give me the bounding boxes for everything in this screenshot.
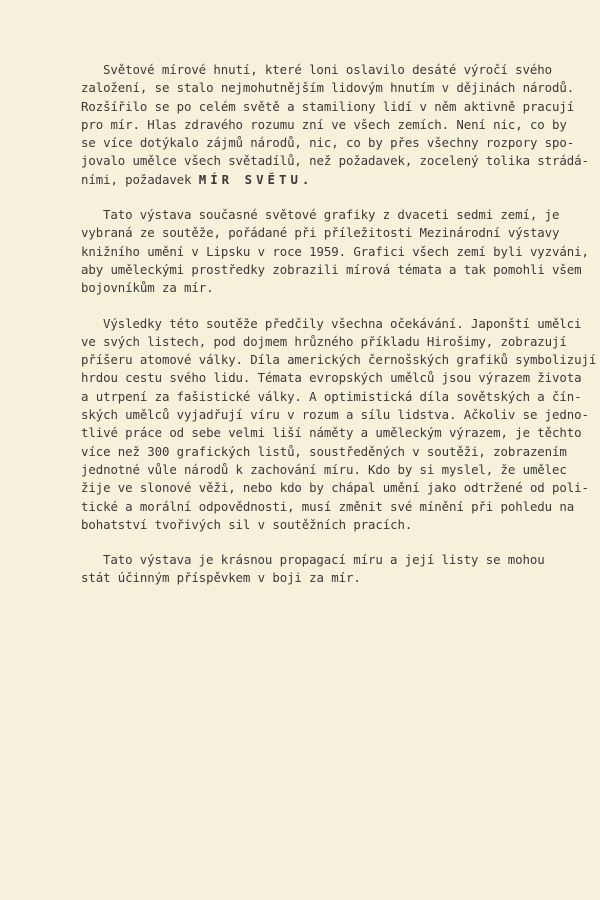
text-line: více než 300 grafických listů, soustředěných v soutěži, zobrazením: [81, 443, 567, 459]
text-line: bohatství tvořivých sil v soutěžních pracích.: [81, 516, 413, 532]
text-line-prefix: ními, požadavek: [81, 171, 199, 187]
text-line: Výsledky této soutěže předčily všechna očekávání. Japonští umělci: [103, 315, 582, 331]
text-line: příšeru atomové války. Díla amerických černošských grafiků symbolizují: [81, 352, 597, 368]
text-line: aby uměleckými prostředky zobrazili mírová témata a tak pomohli všem: [81, 261, 582, 277]
text-line: tické a morální odpovědnosti, musí změnit své mínění při pohledu na: [81, 498, 575, 514]
text-line: bojovníkům za mír.: [81, 280, 214, 296]
paragraph-1: [81, 61, 600, 189]
text-line: se více dotýkalo zájmů národů, nic, co by přes všechny rozpory spo-: [81, 135, 575, 151]
text-line: Rozšířilo se po celém světě a stamiliony lidí v něm aktivně pracují: [81, 98, 575, 114]
paragraph-3: [81, 315, 600, 535]
text-line: ských umělců vyjadřují víru v rozum a sílu lidstva. Ačkoliv se jedno-: [81, 407, 589, 423]
paragraph-2: [81, 206, 600, 297]
text-line: a utrpení za fašistické války. A optimistická díla sovětských a čín-: [81, 388, 582, 404]
text-line: [81, 171, 600, 189]
text-line: knižního umění v Lipsku v roce 1959. Grafici všech zemí byli vyzváni,: [81, 243, 589, 259]
spaced-emphasis: MÍR SVĚTU.: [198, 171, 314, 187]
text-line: založení, se stalo nejmohutnějším lidovým hnutím v dějinách národů.: [81, 80, 575, 96]
document-text: [81, 61, 600, 605]
text-line: tlivé práce od sebe velmi liší náměty a uměleckým výrazem, je těchto: [81, 425, 582, 441]
text-line: jednotné vůle národů k zachování míru. Kdo by si myslel, že umělec: [81, 461, 567, 477]
text-line: žije ve slonové věži, nebo kdo by chápal umění jako odtržené od poli-: [81, 480, 589, 496]
paragraph-4: [81, 551, 600, 588]
text-line: hrdou cestu svého lidu. Témata evropských umělců jsou výrazem života: [81, 370, 582, 386]
text-line: pro mír. Hlas zdravého rozumu zní ve všech zemích. Není nic, co by: [81, 116, 567, 132]
text-line: vybraná ze soutěže, pořádané při příležitosti Mezinárodní výstavy: [81, 225, 560, 241]
text-line: ve svých listech, pod dojmem hrůzného příkladu Hirošimy, zobrazují: [81, 333, 567, 349]
text-line: Tato výstava je krásnou propagací míru a její listy se mohou: [103, 552, 545, 568]
text-line: Tato výstava současné světové grafiky z dvaceti sedmi zemí, je: [103, 207, 560, 223]
text-line: stát účinným příspěvkem v boji za mír.: [81, 570, 361, 586]
text-line: Světové mírové hnutí, které loni oslavilo desáté výročí svého: [103, 62, 552, 77]
text-line: jovalo umělce všech světadílů, než požadavek, zocelený tolika strádá-: [81, 153, 589, 169]
